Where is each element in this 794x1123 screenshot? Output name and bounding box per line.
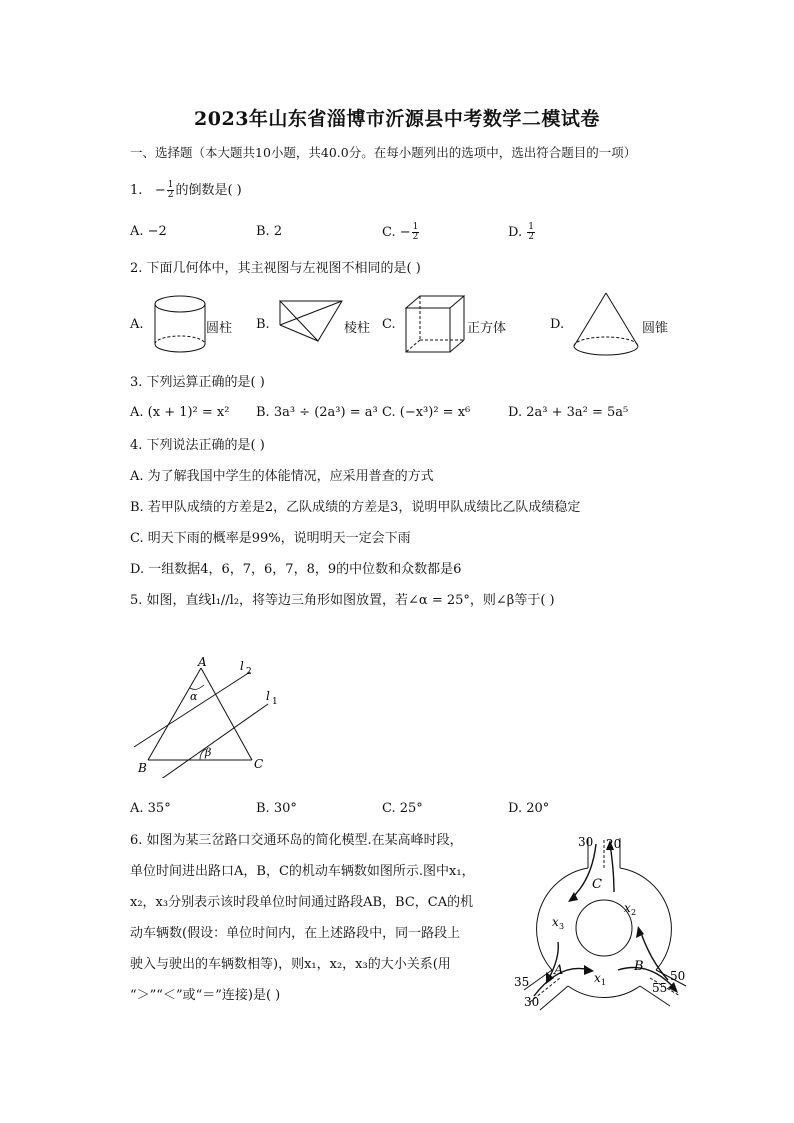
question-1-option-a[interactable]: A. −2 [130,224,167,239]
fraction-denominator: 2 [528,232,534,242]
fraction-denominator: 2 [412,232,419,242]
traffic-roundabout-figure [510,830,706,1020]
x3-subscript: 3 [559,922,565,931]
question-4-option-b[interactable]: B. 若甲队成绩的方差是2，乙队成绩的方差是3，说明甲队成绩比乙队成绩稳定 [130,500,581,515]
section-heading: 一、选择题（本大题共10小题，共40.0分。在每小题列出的选项中，选出符合题目的一项） [130,145,637,160]
option-c-prefix: C. − [382,225,411,240]
question-2-option-c-letter[interactable]: C. [382,317,396,332]
question-6-line-4: 动车辆数(假设：单位时间内，在上述路段中，同一路段上 [130,926,461,941]
top-in-count: 30 [578,835,594,849]
fraction-numerator: 1 [528,222,534,232]
question-2-option-d-letter[interactable]: D. [550,317,565,332]
prism-figure [276,297,346,347]
question-5-stem: 5. 如图，直线l₁//l₂，将等边三角形如图放置，若∠α = 25°，则∠β等于( ) [130,593,555,608]
question-1-number: 1. [130,183,143,198]
line-l1-subscript: 1 [272,697,278,707]
top-out-count: 20 [606,837,622,851]
x3-label: x [552,915,559,929]
question-3-option-a[interactable]: A. (x + 1)² = x² [130,405,230,420]
point-a-label: A [554,963,564,978]
question-1-option-b[interactable]: B. 2 [256,224,283,239]
question-4-stem: 4. 下列说法正确的是( ) [130,438,265,453]
question-3-option-d[interactable]: D. 2a³ + 3a² = 5a⁵ [508,405,629,420]
question-5-option-c[interactable]: C. 25° [382,801,423,816]
question-2-option-d-name: 圆锥 [642,321,669,336]
page-title: 2023年山东省淄博市沂源县中考数学二模试卷 [194,108,600,130]
question-1-fraction [167,181,175,200]
left-out-count: 35 [514,975,530,989]
question-2-option-b-letter[interactable]: B. [256,317,270,332]
vertex-a-label: A [198,655,207,669]
fraction-numerator: 1 [167,180,174,190]
question-3-option-b[interactable]: B. 3a³ ÷ (2a³) = a³ [256,405,378,420]
question-5-option-b[interactable]: B. 30° [256,801,297,816]
question-1-stem [130,181,242,200]
x2-label: x [624,901,631,915]
question-6-line-6: “＞”“＜”或“＝”连接)是( ) [130,988,281,1003]
question-6-line-2: 单位时间进出路口A，B，C的机动车辆数如图所示.图中x₁， [130,864,475,879]
question-1-option-d[interactable] [508,223,536,242]
cone-figure [570,290,642,358]
vertex-c-label: C [254,757,264,771]
right-in-count: 50 [670,969,686,983]
question-2-option-a-name: 圆柱 [206,321,233,336]
question-4-option-a[interactable]: A. 为了解我国中学生的体能情况，应采用普查的方式 [130,469,434,484]
question-3-option-c[interactable]: C. (−x³)² = x⁶ [382,405,471,420]
question-2-option-a-letter[interactable]: A. [130,317,144,332]
question-3-stem: 3. 下列运算正确的是( ) [130,375,265,390]
question-5-option-a[interactable]: A. 35° [130,801,171,816]
triangle-parallel-lines-figure [130,652,290,778]
question-1-option-c[interactable] [382,223,420,242]
x2-subscript: 2 [631,908,637,917]
question-4-option-c[interactable]: C. 明天下雨的概率是99%，说明明天一定会下雨 [130,531,411,546]
right-out-count: 55 [652,981,668,995]
vertex-b-label: B [138,761,147,775]
beta-label: β [205,746,212,759]
question-1-sign: − [154,183,166,198]
fraction-denominator: 2 [167,190,174,200]
line-l2-subscript: 2 [246,667,252,677]
x1-subscript: 1 [601,978,607,987]
fraction-numerator: 1 [412,222,419,232]
line-l2-label: l [240,659,244,673]
point-c-label: C [592,877,602,892]
question-2-stem: 2. 下面几何体中，其主视图与左视图不相同的是( ) [130,261,421,276]
cube-figure [402,292,468,356]
cylinder-figure [150,292,210,356]
question-6-line-1: 6. 如图为某三岔路口交通环岛的简化模型.在某高峰时段， [130,833,463,848]
x1-label: x [594,971,601,985]
option-d-prefix: D. [508,225,527,240]
question-2-option-c-name: 正方体 [467,321,507,336]
question-6-line-3: x₂，x₃分别表示该时段单位时间通过路段AB，BC，CA的机 [130,895,474,910]
question-5-option-d[interactable]: D. 20° [508,801,550,816]
question-1-tail: 的倒数是( ) [175,183,242,198]
question-6-line-5: 驶入与驶出的车辆数相等)，则x₁，x₂，x₃的大小关系(用 [130,957,451,972]
point-b-label: B [634,959,644,974]
question-2-option-b-name: 棱柱 [344,321,371,336]
line-l1-label: l [266,689,270,703]
left-in-count: 30 [524,995,540,1009]
question-4-option-d[interactable]: D. 一组数据4，6，7，6，7，8，9的中位数和众数都是6 [130,562,462,577]
alpha-label: α [190,690,198,703]
